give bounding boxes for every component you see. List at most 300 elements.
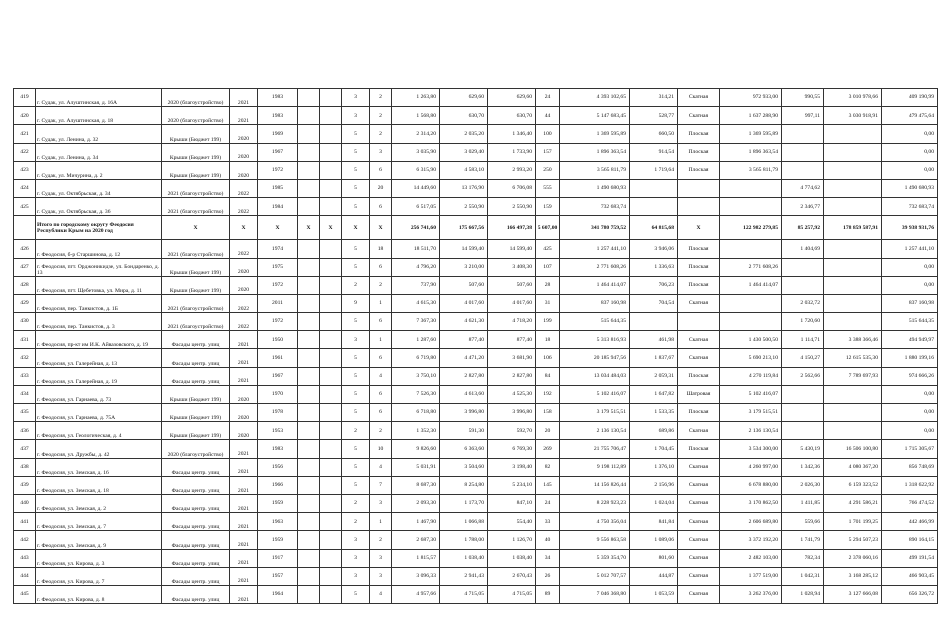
table-cell-f2: 559,66 bbox=[782, 513, 824, 531]
table-cell-f4: 1 715 305,67 bbox=[882, 440, 938, 458]
table-cell-spm: 1 704,45 bbox=[630, 440, 678, 458]
table-cell-c6 bbox=[298, 549, 320, 567]
table-cell-f2: 997,11 bbox=[782, 107, 824, 125]
table-cell-f3: 12 615 535,30 bbox=[824, 349, 882, 367]
table-cell-f3: 7 789 697,93 bbox=[824, 367, 882, 385]
table-cell-a1: 2 941,43 bbox=[440, 567, 488, 585]
table-cell-f4: 409 190,99 bbox=[882, 89, 938, 107]
table-cell-c6 bbox=[298, 240, 320, 258]
table-row bbox=[14, 107, 938, 125]
table-cell-c6 bbox=[298, 404, 320, 422]
table-cell-res: 106 bbox=[536, 349, 560, 367]
table-cell-fl: 5 bbox=[342, 179, 370, 197]
table-cell-ent: 6 bbox=[370, 258, 392, 276]
table-cell-roof: Скатная bbox=[678, 513, 720, 531]
table-cell-f3: 3 168 285,12 bbox=[824, 567, 882, 585]
table-cell-f2: 1 028,94 bbox=[782, 585, 824, 603]
table-cell-area: 14 449,60 bbox=[392, 179, 440, 197]
table-cell-roof bbox=[678, 179, 720, 197]
table-cell-f2: 5 430,19 bbox=[782, 440, 824, 458]
x-mark: X bbox=[320, 216, 342, 240]
table-cell-n: 429 bbox=[14, 294, 36, 312]
table-cell-res: 89 bbox=[536, 585, 560, 603]
table-cell-roof: Плоская bbox=[678, 276, 720, 294]
table-cell-built: 1964 bbox=[258, 585, 298, 603]
table-cell-roof: Скатная bbox=[678, 458, 720, 476]
table-cell-ent: 20 bbox=[370, 179, 392, 197]
table-cell-f3: 5 294 507,23 bbox=[824, 531, 882, 549]
table-cell-py: 2021 bbox=[230, 549, 258, 567]
table-cell-f1: 4 270 119,84 bbox=[720, 367, 782, 385]
table-cell-n: 423 bbox=[14, 161, 36, 179]
table-cell-f1: 2 606 689,80 bbox=[720, 513, 782, 531]
summary-empty-cell bbox=[14, 216, 36, 240]
table-cell-py: 2021 bbox=[230, 531, 258, 549]
table-cell-cost: 9 198 112,89 bbox=[560, 458, 630, 476]
table-row bbox=[14, 494, 938, 512]
table-cell-f4: 837 160,98 bbox=[882, 294, 938, 312]
table-cell-n: 437 bbox=[14, 440, 36, 458]
table-cell-a2: 554,40 bbox=[488, 513, 536, 531]
table-cell-py: 2021 bbox=[230, 89, 258, 107]
table-cell-f3: 3 388 366,46 bbox=[824, 331, 882, 349]
table-cell-addr: г. Судак, ул. Алуштинская, д. 16А bbox=[36, 89, 162, 107]
table-cell-py: 2020 bbox=[230, 404, 258, 422]
table-row bbox=[14, 549, 938, 567]
table-cell-py: 2020 bbox=[230, 385, 258, 403]
table-cell-fl: 3 bbox=[342, 567, 370, 585]
table-cell-cost: 5 147 683,45 bbox=[560, 107, 630, 125]
table-cell-c6 bbox=[298, 143, 320, 161]
table-cell-spm: 1 336,63 bbox=[630, 258, 678, 276]
table-cell-res: 192 bbox=[536, 385, 560, 403]
table-cell-prog: Крыши (Бюджет 199) bbox=[162, 143, 230, 161]
table-cell-f3: 3 127 666,08 bbox=[824, 585, 882, 603]
table-cell-c7 bbox=[320, 476, 342, 494]
table-cell-prog: 2021 (благоустройство) bbox=[162, 179, 230, 197]
table-cell-a2: 877,40 bbox=[488, 331, 536, 349]
table-cell-ent: 4 bbox=[370, 585, 392, 603]
table-cell-res: 31 bbox=[536, 294, 560, 312]
table-cell-roof: Скатная bbox=[678, 294, 720, 312]
table-cell-a1: 1 788,00 bbox=[440, 531, 488, 549]
table-cell-f3: 4 291 586,21 bbox=[824, 494, 882, 512]
table-cell-ent: 2 bbox=[370, 276, 392, 294]
table-cell-a2: 3 198,40 bbox=[488, 458, 536, 476]
table-cell-f3: 3 010 978,66 bbox=[824, 89, 882, 107]
table-cell-py: 2021 bbox=[230, 367, 258, 385]
table-cell-n: 424 bbox=[14, 179, 36, 197]
table-cell-area: 18 511,70 bbox=[392, 240, 440, 258]
table-cell-addr: г. Судак, ул. Октябрьская, д. 36 bbox=[36, 198, 162, 216]
table-cell-f3 bbox=[824, 276, 882, 294]
table-cell-spm: 1 837,67 bbox=[630, 349, 678, 367]
table-cell-a2: 1 126,70 bbox=[488, 531, 536, 549]
table-cell-fl: 5 bbox=[342, 258, 370, 276]
table-cell-a1: 2 550,90 bbox=[440, 198, 488, 216]
table-cell-py: 2022 bbox=[230, 313, 258, 331]
table-cell-c6 bbox=[298, 385, 320, 403]
table-cell-f4: 0,00 bbox=[882, 276, 938, 294]
table-cell-c7 bbox=[320, 143, 342, 161]
table-cell-n: 431 bbox=[14, 331, 36, 349]
table-cell-a1: 1 038,40 bbox=[440, 549, 488, 567]
table-cell-roof: Скатная bbox=[678, 89, 720, 107]
table-cell-res: 145 bbox=[536, 476, 560, 494]
table-cell-f2: 1 720,60 bbox=[782, 313, 824, 331]
table-cell-c6 bbox=[298, 107, 320, 125]
table-cell-f3 bbox=[824, 125, 882, 143]
table-cell-c6 bbox=[298, 331, 320, 349]
table-cell-n: 443 bbox=[14, 549, 36, 567]
summary-residents: 5 607,00 bbox=[536, 216, 560, 240]
table-cell-cost: 5 012 707,57 bbox=[560, 567, 630, 585]
table-cell-spm: 2 156,96 bbox=[630, 476, 678, 494]
table-cell-n: 435 bbox=[14, 404, 36, 422]
table-cell-roof: Скатная bbox=[678, 331, 720, 349]
table-cell-c6 bbox=[298, 258, 320, 276]
table-cell-cost: 5 313 816,93 bbox=[560, 331, 630, 349]
table-cell-f1 bbox=[720, 313, 782, 331]
table-cell-area: 1 568,80 bbox=[392, 107, 440, 125]
table-cell-addr: г. Феодосия, ул. Галерейная, д. 19 bbox=[36, 367, 162, 385]
table-cell-a2: 4 017,60 bbox=[488, 294, 536, 312]
table-cell-prog: 2021 (благоустройство) bbox=[162, 240, 230, 258]
table-cell-n: 438 bbox=[14, 458, 36, 476]
table-cell-built: 1983 bbox=[258, 89, 298, 107]
table-cell-fl: 5 bbox=[342, 404, 370, 422]
table-cell-addr: г. Феодосия, ул. Кирова, д. 3 bbox=[36, 549, 162, 567]
table-cell-cost: 732 683,74 bbox=[560, 198, 630, 216]
table-cell-py: 2021 bbox=[230, 494, 258, 512]
table-cell-res: 24 bbox=[536, 89, 560, 107]
table-cell-f2: 1 342,36 bbox=[782, 458, 824, 476]
table-cell-a1: 3 029,40 bbox=[440, 143, 488, 161]
table-cell-built: 1917 bbox=[258, 549, 298, 567]
table-cell-n: 421 bbox=[14, 125, 36, 143]
table-cell-a2: 1 038,40 bbox=[488, 549, 536, 567]
table-cell-built: 1978 bbox=[258, 404, 298, 422]
table-cell-ent: 10 bbox=[370, 440, 392, 458]
table-cell-fl: 3 bbox=[342, 531, 370, 549]
table-cell-f3: 3 030 918,91 bbox=[824, 107, 882, 125]
table-cell-cost: 9 556 863,58 bbox=[560, 531, 630, 549]
table-cell-res: 157 bbox=[536, 143, 560, 161]
table-cell-cost: 4 750 356,04 bbox=[560, 513, 630, 531]
table-cell-prog: Фасады центр. улиц bbox=[162, 531, 230, 549]
table-cell-f3: 2 378 060,16 bbox=[824, 549, 882, 567]
table-cell-roof: Плоская bbox=[678, 125, 720, 143]
table-cell-spm: 3 946,06 bbox=[630, 240, 678, 258]
table-cell-f1: 1 896 363,54 bbox=[720, 143, 782, 161]
table-cell-f1: 5 102 416,07 bbox=[720, 385, 782, 403]
table-cell-prog: Крыши (Бюджет 199) bbox=[162, 258, 230, 276]
x-mark: X bbox=[678, 216, 720, 240]
summary-row bbox=[14, 216, 938, 240]
x-mark: X bbox=[258, 216, 298, 240]
table-cell-c7 bbox=[320, 125, 342, 143]
table-cell-fl: 5 bbox=[342, 458, 370, 476]
table-cell-fl: 5 bbox=[342, 367, 370, 385]
x-mark: X bbox=[230, 216, 258, 240]
table-cell-area: 4 796,20 bbox=[392, 258, 440, 276]
table-cell-f2 bbox=[782, 125, 824, 143]
table-cell-ent: 2 bbox=[370, 107, 392, 125]
table-cell-built: 1957 bbox=[258, 567, 298, 585]
table-row bbox=[14, 258, 938, 276]
table-cell-c7 bbox=[320, 404, 342, 422]
table-cell-py: 2021 bbox=[230, 331, 258, 349]
table-cell-area: 1 287,60 bbox=[392, 331, 440, 349]
table-cell-f2 bbox=[782, 276, 824, 294]
table-cell-area: 1 263,80 bbox=[392, 89, 440, 107]
table-row bbox=[14, 276, 938, 294]
table-cell-res: 40 bbox=[536, 531, 560, 549]
table-cell-spm: 704,54 bbox=[630, 294, 678, 312]
table-cell-f2 bbox=[782, 143, 824, 161]
table-cell-area: 2 687,30 bbox=[392, 531, 440, 549]
table-cell-res: 158 bbox=[536, 404, 560, 422]
table-cell-f1: 2 771 608,26 bbox=[720, 258, 782, 276]
table-cell-res: 20 bbox=[536, 422, 560, 440]
table-cell-area: 7 526,30 bbox=[392, 385, 440, 403]
table-cell-ent: 6 bbox=[370, 404, 392, 422]
table-cell-res: 18 bbox=[536, 331, 560, 349]
table-cell-fl: 3 bbox=[342, 89, 370, 107]
table-cell-prog: 2021 (благоустройство) bbox=[162, 313, 230, 331]
table-cell-cost: 3 179 515,51 bbox=[560, 404, 630, 422]
table-cell-f2: 2 562,66 bbox=[782, 367, 824, 385]
housing-repair-table bbox=[13, 88, 938, 604]
table-cell-f3 bbox=[824, 385, 882, 403]
table-cell-area: 737,90 bbox=[392, 276, 440, 294]
table-cell-f3: 6 159 323,52 bbox=[824, 476, 882, 494]
table-cell-fl: 2 bbox=[342, 422, 370, 440]
table-cell-prog: 2021 (благоустройство) bbox=[162, 294, 230, 312]
table-cell-c7 bbox=[320, 294, 342, 312]
table-cell-ent: 3 bbox=[370, 143, 392, 161]
table-cell-f4: 0,00 bbox=[882, 161, 938, 179]
table-cell-py: 2020 bbox=[230, 422, 258, 440]
table-cell-f1: 3 372 192,20 bbox=[720, 531, 782, 549]
table-cell-a2: 3 996,80 bbox=[488, 404, 536, 422]
table-cell-spm: 1 719,64 bbox=[630, 161, 678, 179]
table-cell-addr: г. Судак, ул. Алуштинская, д. 18 bbox=[36, 107, 162, 125]
table-cell-f3 bbox=[824, 143, 882, 161]
table-cell-c7 bbox=[320, 385, 342, 403]
table-cell-roof: Плоская bbox=[678, 440, 720, 458]
table-cell-n: 425 bbox=[14, 198, 36, 216]
table-cell-built: 1959 bbox=[258, 494, 298, 512]
table-row bbox=[14, 198, 938, 216]
table-cell-a1: 4 621,30 bbox=[440, 313, 488, 331]
table-cell-f1: 5 690 213,10 bbox=[720, 349, 782, 367]
table-cell-a2: 3 681,90 bbox=[488, 349, 536, 367]
table-cell-roof: Плоская bbox=[678, 404, 720, 422]
table-row bbox=[14, 422, 938, 440]
x-mark: X bbox=[342, 216, 370, 240]
table-cell-area: 7 367,30 bbox=[392, 313, 440, 331]
table-cell-a1: 4 583,10 bbox=[440, 161, 488, 179]
table-cell-area: 2 093,30 bbox=[392, 494, 440, 512]
table-cell-cost: 3 565 811,79 bbox=[560, 161, 630, 179]
table-cell-fl: 5 bbox=[342, 440, 370, 458]
table-cell-py: 2021 bbox=[230, 513, 258, 531]
table-cell-c6 bbox=[298, 89, 320, 107]
x-mark: X bbox=[162, 216, 230, 240]
table-cell-res: 24 bbox=[536, 494, 560, 512]
table-cell-fl: 2 bbox=[342, 513, 370, 531]
table-cell-n: 445 bbox=[14, 585, 36, 603]
table-cell-cost: 7 046 368,80 bbox=[560, 585, 630, 603]
table-cell-f1: 4 260 997,00 bbox=[720, 458, 782, 476]
table-cell-res: 82 bbox=[536, 458, 560, 476]
table-cell-addr: г. Феодосия, ул. Галерейная, д. 13 bbox=[36, 349, 162, 367]
table-cell-cost: 1 464 414,07 bbox=[560, 276, 630, 294]
table-row bbox=[14, 331, 938, 349]
table-cell-c7 bbox=[320, 198, 342, 216]
table-cell-res: 28 bbox=[536, 276, 560, 294]
table-row bbox=[14, 240, 938, 258]
table-cell-a2: 4 715,05 bbox=[488, 585, 536, 603]
table-cell-c7 bbox=[320, 422, 342, 440]
table-cell-spm bbox=[630, 313, 678, 331]
table-cell-addr: г. Феодосия, ул. Кирова, д. 7 bbox=[36, 567, 162, 585]
table-row bbox=[14, 313, 938, 331]
table-cell-a1: 877,40 bbox=[440, 331, 488, 349]
table-cell-f2 bbox=[782, 258, 824, 276]
table-cell-roof: Шатровая bbox=[678, 385, 720, 403]
table-cell-built: 1984 bbox=[258, 198, 298, 216]
table-cell-c6 bbox=[298, 179, 320, 197]
summary-fund-3: 178 859 587,91 bbox=[824, 216, 882, 240]
table-cell-roof: Скатная bbox=[678, 107, 720, 125]
table-cell-f1: 2 136 130,54 bbox=[720, 422, 782, 440]
table-cell-f1 bbox=[720, 294, 782, 312]
table-cell-roof: Скатная bbox=[678, 476, 720, 494]
table-cell-c7 bbox=[320, 458, 342, 476]
table-cell-res: 44 bbox=[536, 107, 560, 125]
table-cell-cost: 2 136 130,54 bbox=[560, 422, 630, 440]
table-cell-res: 84 bbox=[536, 367, 560, 385]
table-cell-built: 1974 bbox=[258, 240, 298, 258]
table-cell-f4: 1 318 622,92 bbox=[882, 476, 938, 494]
table-cell-spm: 914,54 bbox=[630, 143, 678, 161]
table-cell-prog: Фасады центр. улиц bbox=[162, 585, 230, 603]
table-cell-a2: 2 827,80 bbox=[488, 367, 536, 385]
table-cell-area: 3 750,10 bbox=[392, 367, 440, 385]
table-cell-area: 9 826,60 bbox=[392, 440, 440, 458]
table-cell-n: 439 bbox=[14, 476, 36, 494]
table-cell-f2: 782,34 bbox=[782, 549, 824, 567]
table-cell-py: 2021 bbox=[230, 585, 258, 603]
table-cell-f2: 2 032,72 bbox=[782, 294, 824, 312]
table-cell-f4: 0,00 bbox=[882, 404, 938, 422]
table-cell-prog: Фасады центр. улиц bbox=[162, 476, 230, 494]
table-cell-addr: г. Феодосия, б-р Старшинова, д. 12 bbox=[36, 240, 162, 258]
table-cell-area: 6 517,05 bbox=[392, 198, 440, 216]
table-cell-prog: 2021 (благоустройство) bbox=[162, 198, 230, 216]
table-cell-a1: 591,30 bbox=[440, 422, 488, 440]
table-cell-f4: 494 949,97 bbox=[882, 331, 938, 349]
table-cell-c7 bbox=[320, 161, 342, 179]
table-cell-f4: 499 191,54 bbox=[882, 549, 938, 567]
table-cell-f1 bbox=[720, 240, 782, 258]
table-cell-res: 159 bbox=[536, 198, 560, 216]
table-cell-ent: 2 bbox=[370, 531, 392, 549]
table-cell-spm: 444,87 bbox=[630, 567, 678, 585]
table-cell-ent: 6 bbox=[370, 161, 392, 179]
table-cell-c6 bbox=[298, 294, 320, 312]
table-cell-f4: 656 326,72 bbox=[882, 585, 938, 603]
table-cell-res: 425 bbox=[536, 240, 560, 258]
table-cell-area: 6 315,90 bbox=[392, 161, 440, 179]
table-cell-f1: 1 637 288,90 bbox=[720, 107, 782, 125]
table-row bbox=[14, 513, 938, 531]
table-cell-addr: г. Феодосия, пр-кт им И.К. Айвазовского, д. 19 bbox=[36, 331, 162, 349]
table-cell-c7 bbox=[320, 179, 342, 197]
table-cell-f3: 1 701 199,25 bbox=[824, 513, 882, 531]
table-cell-roof: Плоская bbox=[678, 161, 720, 179]
table-cell-f1: 972 933,00 bbox=[720, 89, 782, 107]
table-cell-c7 bbox=[320, 567, 342, 585]
table-cell-cost: 2 771 608,26 bbox=[560, 258, 630, 276]
table-cell-a1: 4 471,20 bbox=[440, 349, 488, 367]
table-cell-fl: 5 bbox=[342, 143, 370, 161]
table-cell-area: 8 687,30 bbox=[392, 476, 440, 494]
table-row bbox=[14, 161, 938, 179]
table-cell-ent: 6 bbox=[370, 349, 392, 367]
table-cell-prog: Крыши (Бюджет 199) bbox=[162, 422, 230, 440]
table-cell-spm: 1 647,82 bbox=[630, 385, 678, 403]
table-cell-a1: 2 035,20 bbox=[440, 125, 488, 143]
table-cell-addr: г. Феодосия, ул. Дружбы, д. 42 bbox=[36, 440, 162, 458]
table-cell-n: 441 bbox=[14, 513, 36, 531]
table-cell-a2: 1 733,90 bbox=[488, 143, 536, 161]
table-cell-py: 2020 bbox=[230, 143, 258, 161]
table-cell-built: 1983 bbox=[258, 440, 298, 458]
table-cell-cost: 4 393 102,65 bbox=[560, 89, 630, 107]
table-cell-res: 107 bbox=[536, 258, 560, 276]
summary-fund-4: 39 938 931,76 bbox=[882, 216, 938, 240]
table-row bbox=[14, 585, 938, 603]
table-cell-f3: 4 080 367,20 bbox=[824, 458, 882, 476]
table-cell-built: 1961 bbox=[258, 349, 298, 367]
summary-per-m2: 64 815,68 bbox=[630, 216, 678, 240]
document-sheet bbox=[13, 88, 938, 604]
table-cell-a2: 6 769,30 bbox=[488, 440, 536, 458]
table-cell-f1: 1 377 519,00 bbox=[720, 567, 782, 585]
table-cell-roof bbox=[678, 313, 720, 331]
table-cell-a2: 847,10 bbox=[488, 494, 536, 512]
table-cell-roof bbox=[678, 198, 720, 216]
table-cell-a2: 2 993,20 bbox=[488, 161, 536, 179]
table-cell-f4: 974 666,26 bbox=[882, 367, 938, 385]
table-cell-ent: 2 bbox=[370, 422, 392, 440]
table-cell-built: 1972 bbox=[258, 313, 298, 331]
table-cell-prog: Фасады центр. улиц bbox=[162, 458, 230, 476]
table-cell-built: 1950 bbox=[258, 331, 298, 349]
table-cell-a1: 1 173,70 bbox=[440, 494, 488, 512]
table-cell-f1: 1 369 595,89 bbox=[720, 125, 782, 143]
table-cell-f4: 0,00 bbox=[882, 385, 938, 403]
table-cell-addr: г. Феодосия, ул. Земская, д. 18 bbox=[36, 476, 162, 494]
table-cell-f3: 16 506 100,80 bbox=[824, 440, 882, 458]
table-cell-spm: 2 059,31 bbox=[630, 367, 678, 385]
table-cell-ent: 3 bbox=[370, 567, 392, 585]
summary-cost: 341 780 759,52 bbox=[560, 216, 630, 240]
table-cell-f1: 6 678 880,00 bbox=[720, 476, 782, 494]
